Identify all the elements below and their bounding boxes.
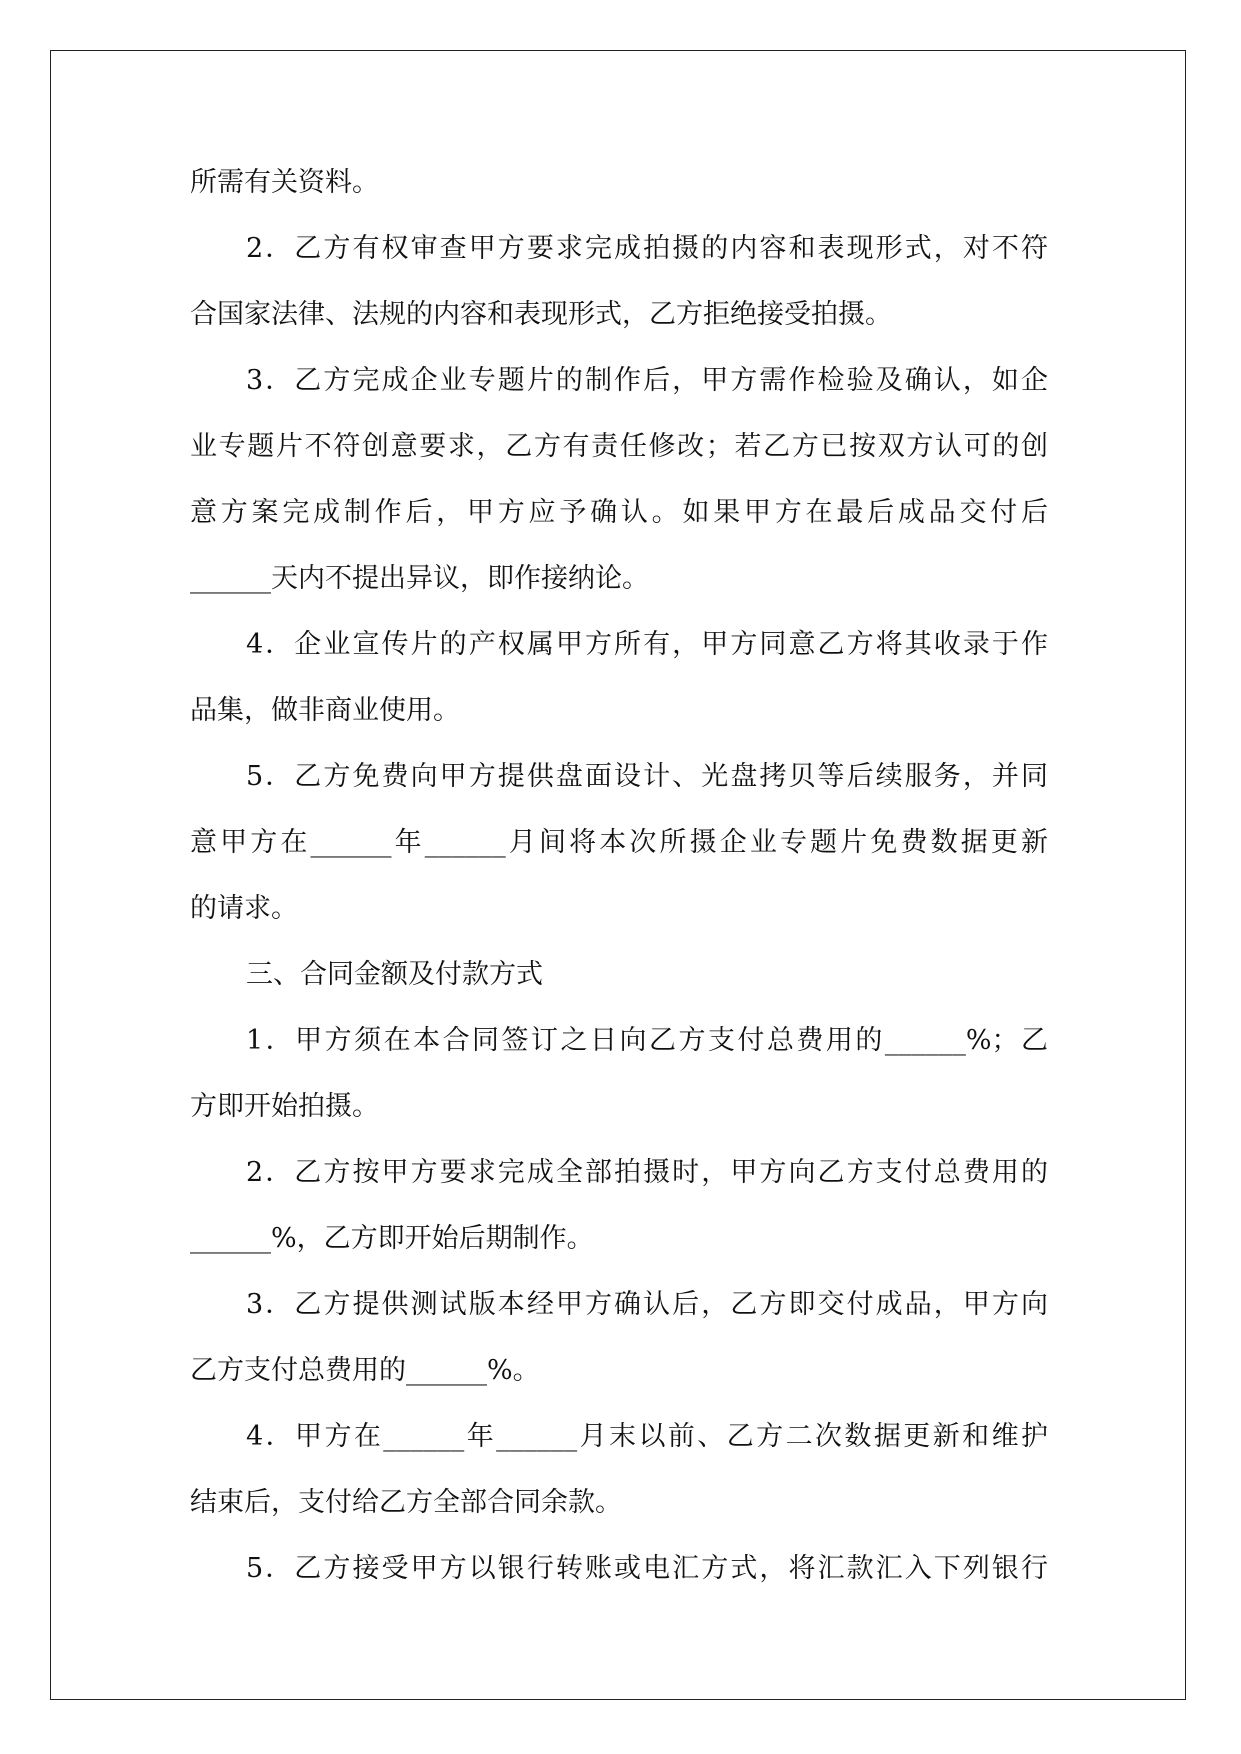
text-line: 业专题片不符创意要求，乙方有责任修改；若乙方已按双方认可的创 (190, 431, 1048, 462)
text-line: 品集，做非商业使用。 (190, 695, 460, 726)
text-line: 意方案完成制作后，甲方应予确认。如果甲方在最后成品交付后 (190, 497, 1048, 528)
text-line: ______天内不提出异议，即作接纳论。 (190, 563, 649, 594)
text-line: 3．乙方完成企业专题片的制作后，甲方需作检验及确认，如企 (246, 365, 1048, 396)
text-line: 方即开始拍摄。 (190, 1091, 379, 1122)
text-line: 意甲方在______年______月间将本次所摄企业专题片免费数据更新 (190, 827, 1048, 858)
text-line: 1．甲方须在本合同签订之日向乙方支付总费用的______%；乙 (246, 1025, 1048, 1056)
text-line: ______%，乙方即开始后期制作。 (190, 1223, 594, 1254)
text-line: 所需有关资料。 (190, 167, 379, 198)
text-line: 的请求。 (190, 893, 298, 924)
text-line: 2．乙方按甲方要求完成全部拍摄时，甲方向乙方支付总费用的 (246, 1157, 1048, 1188)
document-body (190, 150, 1048, 1602)
text-line: 三、合同金额及付款方式 (246, 959, 543, 990)
text-line: 3．乙方提供测试版本经甲方确认后，乙方即交付成品，甲方向 (246, 1289, 1048, 1320)
text-line: 合国家法律、法规的内容和表现形式，乙方拒绝接受拍摄。 (190, 299, 892, 330)
text-line: 5．乙方接受甲方以银行转账或电汇方式，将汇款汇入下列银行 (246, 1553, 1048, 1584)
text-line: 2．乙方有权审查甲方要求完成拍摄的内容和表现形式，对不符 (246, 233, 1048, 264)
text-line: 乙方支付总费用的______%。 (190, 1355, 540, 1386)
text-line: 4．企业宣传片的产权属甲方所有，甲方同意乙方将其收录于作 (246, 629, 1048, 660)
text-line: 4．甲方在______年______月末以前、乙方二次数据更新和维护 (246, 1421, 1048, 1452)
text-line: 结束后，支付给乙方全部合同余款。 (190, 1487, 622, 1518)
text-line: 5．乙方免费向甲方提供盘面设计、光盘拷贝等后续服务，并同 (246, 761, 1048, 792)
